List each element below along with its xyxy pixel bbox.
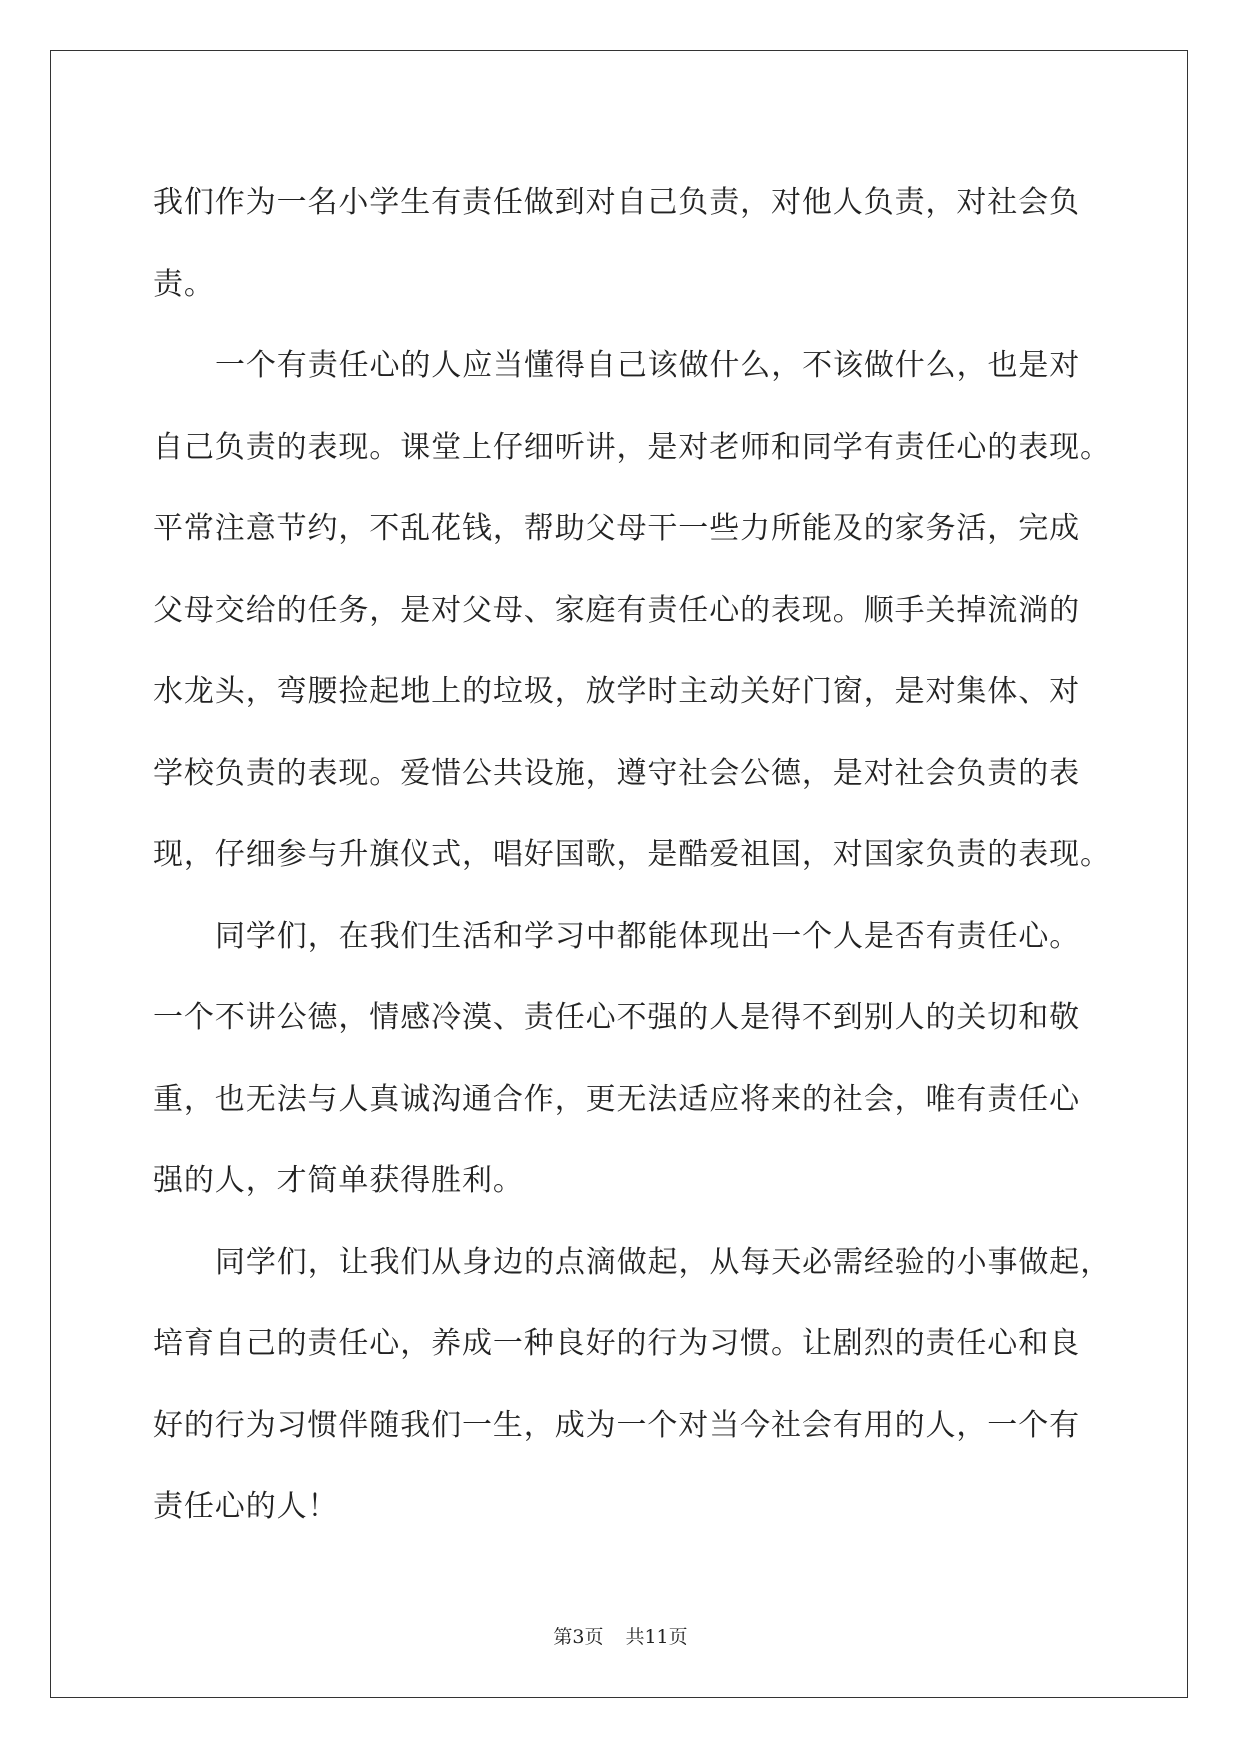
text-line: 好的行为习惯伴随我们一生，成为一个对当今社会有用的人，一个有	[153, 1407, 1080, 1443]
text-line: 责任心的人！	[153, 1489, 339, 1524]
page-number: 第3页	[553, 1626, 604, 1648]
text-line: 自己负责的表现。课堂上仔细听讲，是对老师和同学有责任心的表现。	[153, 429, 1111, 465]
text-line: 一个不讲公德，情感冷漠、责任心不强的人是得不到别人的关切和敬	[153, 1000, 1080, 1035]
text-line: 父母交给的任务，是对父母、家庭有责任心的表现。顺手关掉流淌的	[153, 592, 1080, 628]
document-body	[153, 162, 1112, 1548]
text-line: 责。	[153, 266, 215, 302]
page-total: 共11页	[625, 1626, 688, 1648]
text-line: 重，也无法与人真诚沟通合作，更无法适应将来的社会，唯有责任心	[153, 1081, 1080, 1117]
text-line: 我们作为一名小学生有责任做到对自己负责，对他人负责，对社会负	[153, 185, 1080, 220]
text-line: 培育自己的责任心，养成一种良好的行为习惯。让剧烈的责任心和良	[153, 1326, 1080, 1361]
text-line: 现，仔细参与升旗仪式，唱好国歌，是酷爱祖国，对国家负责的表现。	[153, 837, 1111, 872]
text-line: 水龙头，弯腰捡起地上的垃圾，放学时主动关好门窗，是对集体、对	[153, 674, 1080, 709]
paragraph-start-line: 同学们，让我们从身边的点滴做起，从每天必需经验的小事做起，	[215, 1244, 1112, 1280]
page-footer	[0, 1622, 1241, 1649]
text-line: 强的人，才简单获得胜利。	[153, 1163, 524, 1198]
text-line: 平常注意节约，不乱花钱，帮助父母干一些力所能及的家务活，完成	[153, 511, 1080, 546]
paragraph-start-line: 同学们，在我们生活和学习中都能体现出一个人是否有责任心。	[215, 918, 1081, 954]
text-line: 学校负责的表现。爱惜公共设施，遵守社会公德，是对社会负责的表	[153, 755, 1080, 791]
paragraph-start-line: 一个有责任心的人应当懂得自己该做什么，不该做什么，也是对	[215, 348, 1081, 383]
